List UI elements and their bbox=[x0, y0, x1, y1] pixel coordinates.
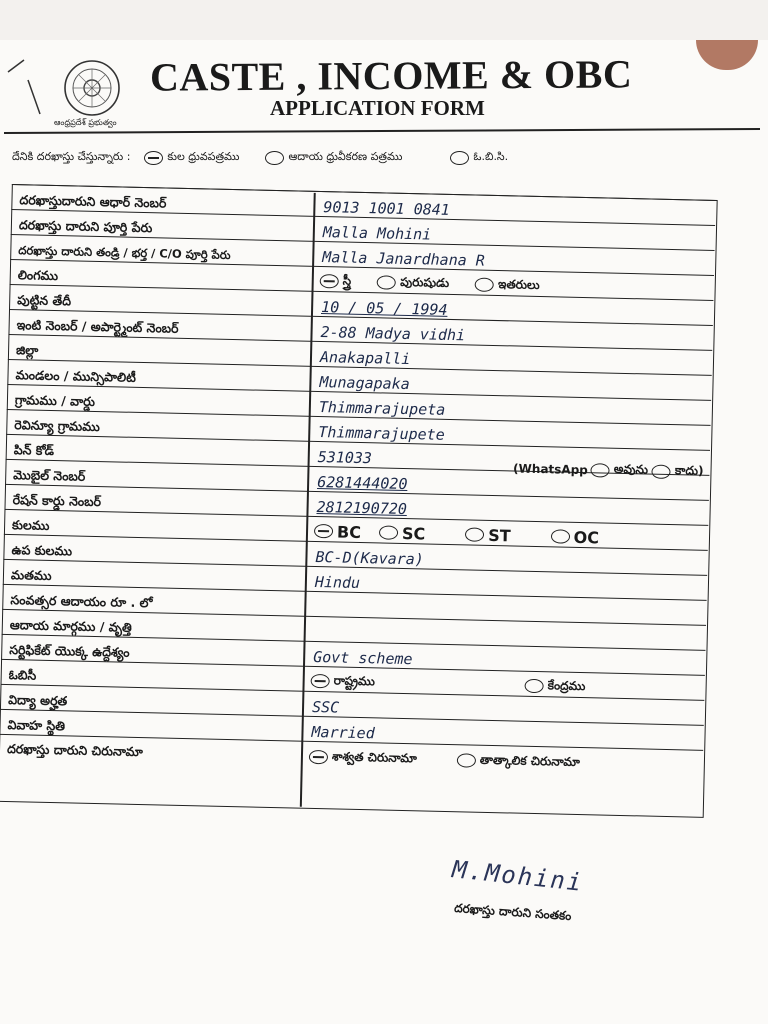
row-sub-caste: ఉప కులము BC-D(Kavara) bbox=[3, 534, 707, 576]
row-mandal: మండలం / మున్సిపాలిటీ Munagapaka bbox=[7, 359, 711, 401]
apply-option-caste[interactable]: కుల ధ్రువపత్రము bbox=[144, 150, 239, 166]
circle-icon bbox=[457, 753, 476, 767]
row-dob: పుట్టిన తేదీ 10 / 05 / 1994 bbox=[9, 284, 713, 326]
checked-circle-icon bbox=[144, 151, 163, 165]
checked-circle-icon bbox=[309, 750, 328, 764]
apply-option-income[interactable]: ఆదాయ ధ్రువీకరణ పత్రము bbox=[265, 150, 402, 166]
row-district: జిల్లా Anakapalli bbox=[8, 334, 712, 376]
row-marital: వివాహ స్థితి Married bbox=[0, 709, 704, 751]
row-annual-income: సంవత్సర ఆదాయం రూ . లో bbox=[2, 584, 706, 626]
purpose-field[interactable]: Govt scheme bbox=[313, 647, 413, 669]
checked-circle-icon bbox=[311, 674, 330, 688]
row-full-name: దరఖాస్తు దారుని పూర్తి పేరు Malla Mohini bbox=[11, 209, 715, 251]
row-pin: పిన్ కోడ్ 531033 bbox=[6, 434, 710, 476]
whatsapp-choice: (WhatsApp అవును కాదు) bbox=[513, 460, 704, 478]
caste-bc-radio[interactable]: BC bbox=[314, 521, 361, 541]
address-options bbox=[309, 746, 606, 775]
row-education: విద్యా అర్హత SSC bbox=[0, 684, 704, 726]
row-gender: లింగము స్త్రీ పురుషుడు ఇతరులు bbox=[10, 259, 714, 301]
pen-scribble bbox=[6, 58, 46, 118]
row-ration: రేషన్ కార్డు నెంబర్ 2812190720 bbox=[4, 484, 708, 526]
row-purpose: సర్టిఫికేట్ యొక్క ఉద్దేశ్యం Govt scheme bbox=[1, 634, 705, 676]
row-aadhaar: దరఖాస్తుదారుని ఆధార్ నెంబర్ 9013 1001 0841 bbox=[11, 184, 715, 226]
circle-icon bbox=[475, 278, 494, 292]
obc-central-radio[interactable]: కేంద్రము bbox=[525, 677, 586, 695]
row-address: దరఖాస్తు దారుని చిరునామా శాశ్వత చిరునామా తాత్కాలిక చిరునామా bbox=[0, 734, 703, 817]
row-income-source: ఆదాయ మార్గము / వృత్తి bbox=[2, 609, 706, 651]
revenue-village-field[interactable]: Thimmarajupete bbox=[318, 423, 445, 444]
apply-for-row bbox=[12, 150, 508, 166]
row-mobile: మొబైల్ నెంబర్ 6281444020 (WhatsApp అవును కాదు) bbox=[5, 459, 709, 501]
circle-icon bbox=[450, 151, 469, 165]
village-field[interactable]: Thimmarajupeta bbox=[318, 398, 446, 419]
emblem-caption: ఆంధ్రప్రదేశ్ ప్రభుత్వం bbox=[54, 118, 117, 127]
circle-icon bbox=[550, 529, 569, 543]
ration-field[interactable]: 2812190720 bbox=[316, 497, 408, 519]
education-field[interactable]: SSC bbox=[311, 697, 340, 717]
form-subtitle: APPLICATION FORM bbox=[270, 96, 485, 120]
sub-caste-field[interactable]: BC-D(Kavara) bbox=[315, 547, 425, 569]
aadhaar-field[interactable]: 9013 1001 0841 bbox=[323, 198, 451, 219]
address-permanent-radio[interactable]: శాశ్వత చిరునామా bbox=[309, 748, 417, 767]
address-temporary-radio[interactable]: తాత్కాలిక చిరునామా bbox=[457, 752, 580, 772]
signature-caption: దరఖాస్తు దారుని సంతకం bbox=[453, 900, 572, 924]
caste-st-radio[interactable]: ST bbox=[465, 525, 511, 545]
apply-option-obc[interactable]: ఓ.బి.సి. bbox=[450, 150, 508, 166]
row-caste: కులము BC SC ST OC bbox=[4, 509, 708, 551]
father-name-field[interactable]: Malla Janardhana R bbox=[322, 248, 486, 270]
caste-oc-radio[interactable]: OC bbox=[550, 527, 599, 547]
gender-other-radio[interactable]: ఇతరులు bbox=[475, 276, 540, 294]
applicant-signature: M.Mohini bbox=[450, 855, 585, 897]
row-village: గ్రామము / వార్డు Thimmarajupeta bbox=[7, 384, 711, 426]
mobile-field[interactable]: 6281444020 bbox=[316, 473, 408, 494]
religion-field[interactable]: Hindu bbox=[314, 572, 361, 592]
circle-icon bbox=[265, 151, 284, 165]
marital-field[interactable]: Married bbox=[311, 722, 375, 743]
row-obc: ఓబిసీ రాష్ట్రము కేంద్రము bbox=[0, 659, 704, 701]
circle-icon bbox=[379, 525, 398, 539]
house-no-field[interactable]: 2-88 Madya vidhi bbox=[320, 323, 466, 345]
pin-field[interactable]: 531033 bbox=[317, 448, 373, 468]
ap-government-emblem-icon bbox=[60, 58, 124, 118]
caste-sc-radio[interactable]: SC bbox=[379, 523, 426, 543]
row-father-name: దరఖాస్తు దారుని తండ్రి / భర్త / C/O పూర్తి పేరు Malla Janardhana R bbox=[10, 234, 714, 276]
circle-icon bbox=[377, 275, 396, 289]
circle-icon bbox=[525, 679, 544, 693]
row-revenue-village: రెవిన్యూ గ్రామము Thimmarajupete bbox=[6, 409, 710, 451]
apply-for-label: దేనికి దరఖాస్తు చేస్తున్నారు : bbox=[12, 150, 131, 163]
row-house-no: ఇంటి నెంబర్ / అపార్ట్మెంట్ నెంబర్ 2-88 Madya vidhi bbox=[8, 309, 712, 351]
gender-male-radio[interactable]: పురుషుడు bbox=[377, 274, 449, 293]
whatsapp-yes-radio[interactable] bbox=[591, 463, 610, 477]
circle-icon bbox=[465, 527, 484, 541]
checked-circle-icon bbox=[320, 274, 339, 288]
form-title: CASTE , INCOME & OBC bbox=[149, 51, 633, 100]
dob-field[interactable]: 10 / 05 / 1994 bbox=[320, 298, 448, 319]
application-form-table bbox=[0, 178, 718, 835]
row-religion: మతము Hindu bbox=[3, 559, 707, 601]
full-name-field[interactable]: Malla Mohini bbox=[322, 223, 432, 244]
checked-circle-icon bbox=[314, 524, 333, 538]
district-field[interactable]: Anakapalli bbox=[319, 348, 411, 369]
whatsapp-no-radio[interactable] bbox=[652, 464, 671, 478]
mandal-field[interactable]: Munagapaka bbox=[319, 373, 410, 394]
obc-state-radio[interactable]: రాష్ట్రము bbox=[310, 672, 375, 690]
gender-female-radio[interactable]: స్త్రీ bbox=[320, 273, 352, 291]
